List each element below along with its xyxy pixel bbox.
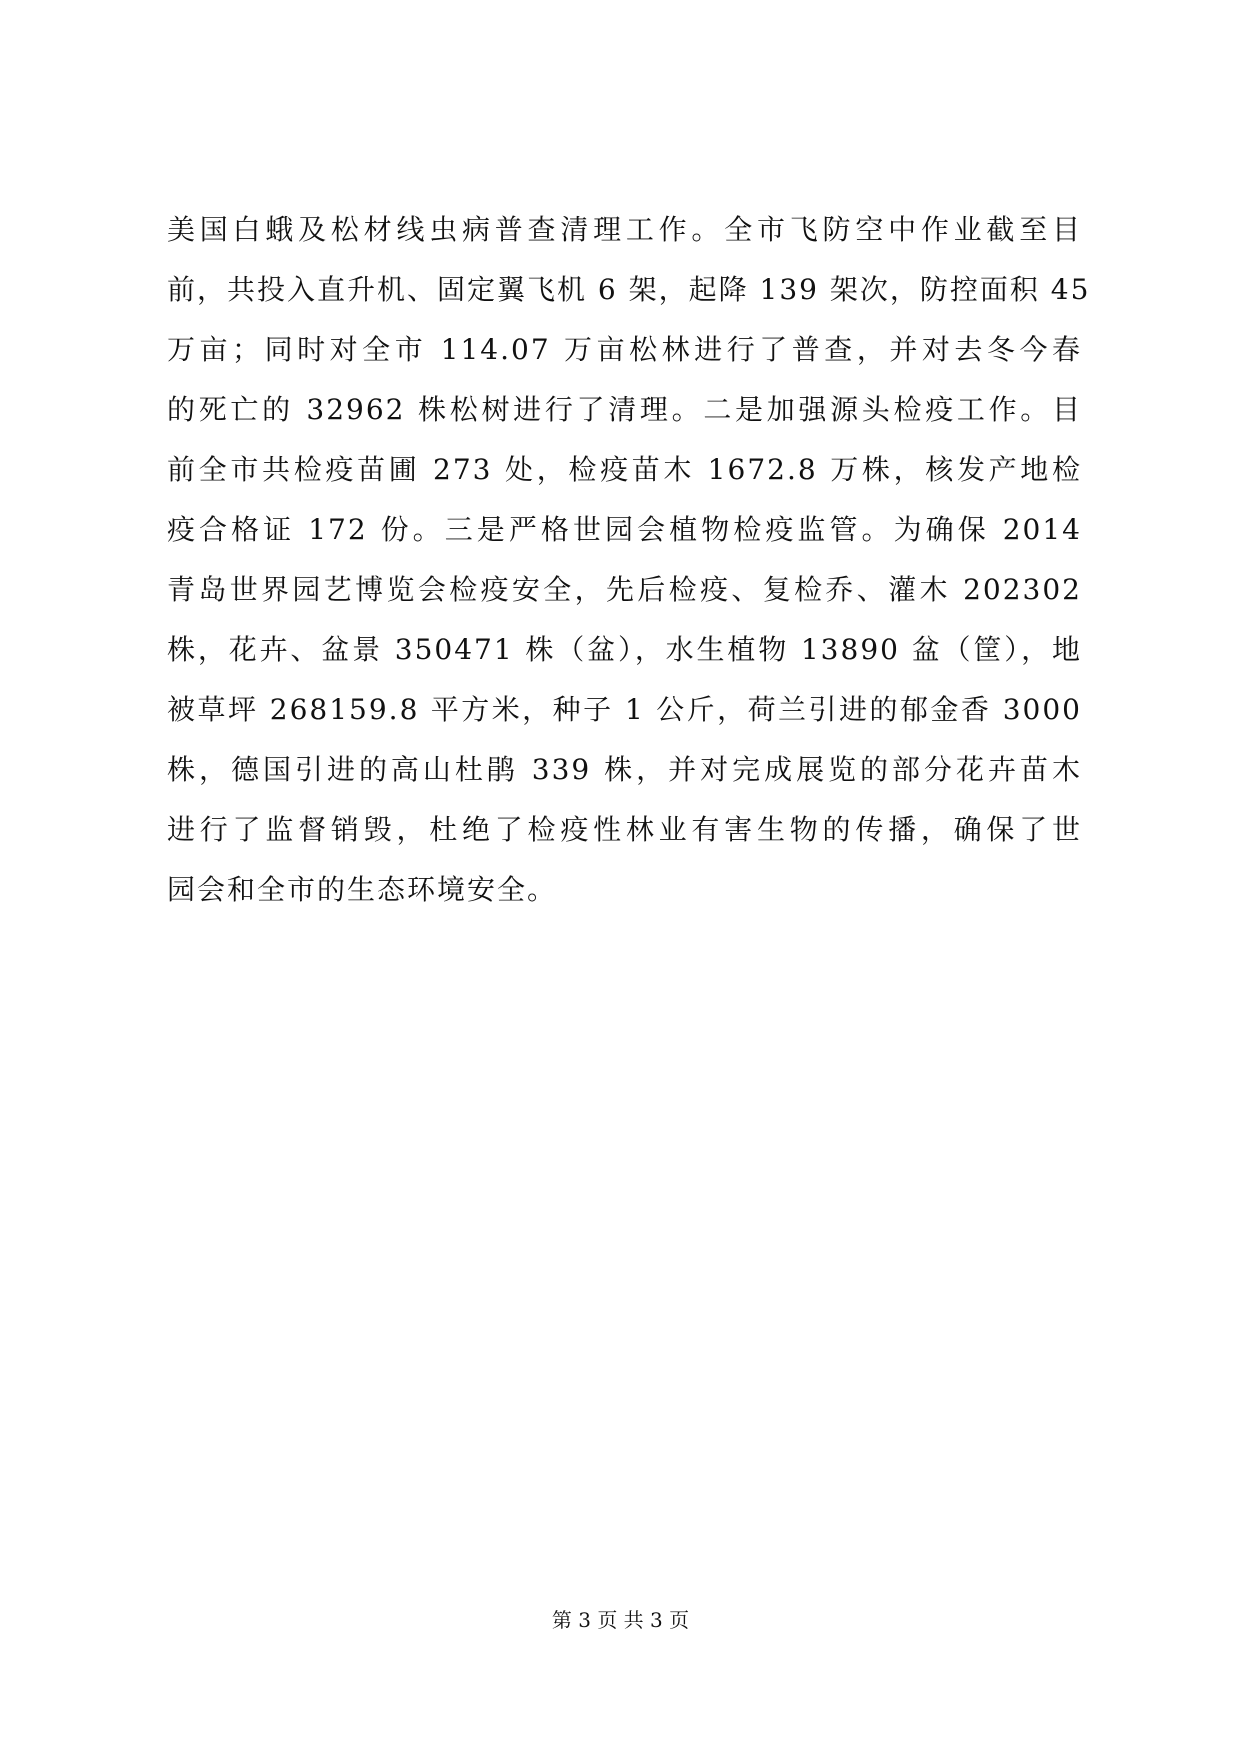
text-line-1: 美国白蛾及松材线虫病普查清理工作。全市飞防空中作业截至目	[167, 213, 1082, 246]
text-line-7: 青岛世界园艺博览会检疫安全，先后检疫、复检乔、灌木 202302	[167, 573, 1082, 606]
text-line-11: 进行了监督销毁，杜绝了检疫性林业有害生物的传播，确保了世	[167, 813, 1082, 846]
text-line-5: 前全市共检疫苗圃 273 处，检疫苗木 1672.8 万株，核发产地检	[167, 453, 1082, 486]
text-line-3: 万亩；同时对全市 114.07 万亩松林进行了普查，并对去冬今春	[167, 333, 1082, 366]
body-paragraph	[167, 200, 1091, 920]
text-line-6: 疫合格证 172 份。三是严格世园会植物检疫监管。为确保 2014	[167, 513, 1082, 546]
text-line-2: 前，共投入直升机、固定翼飞机 6 架，起降 139 架次，防控面积 45	[167, 273, 1091, 306]
page-number-footer: 第 3 页 共 3 页	[551, 1608, 690, 1632]
text-line-8: 株，花卉、盆景 350471 株（盆），水生植物 13890 盆（筐），地	[167, 633, 1082, 666]
text-line-4: 的死亡的 32962 株松树进行了清理。二是加强源头检疫工作。目	[167, 393, 1082, 426]
text-line-9: 被草坪 268159.8 平方米，种子 1 公斤，荷兰引进的郁金香 3000	[167, 693, 1082, 726]
text-line-12: 园会和全市的生态环境安全。	[167, 873, 558, 906]
text-line-10: 株，德国引进的高山杜鹃 339 株，并对完成展览的部分花卉苗木	[167, 753, 1082, 786]
